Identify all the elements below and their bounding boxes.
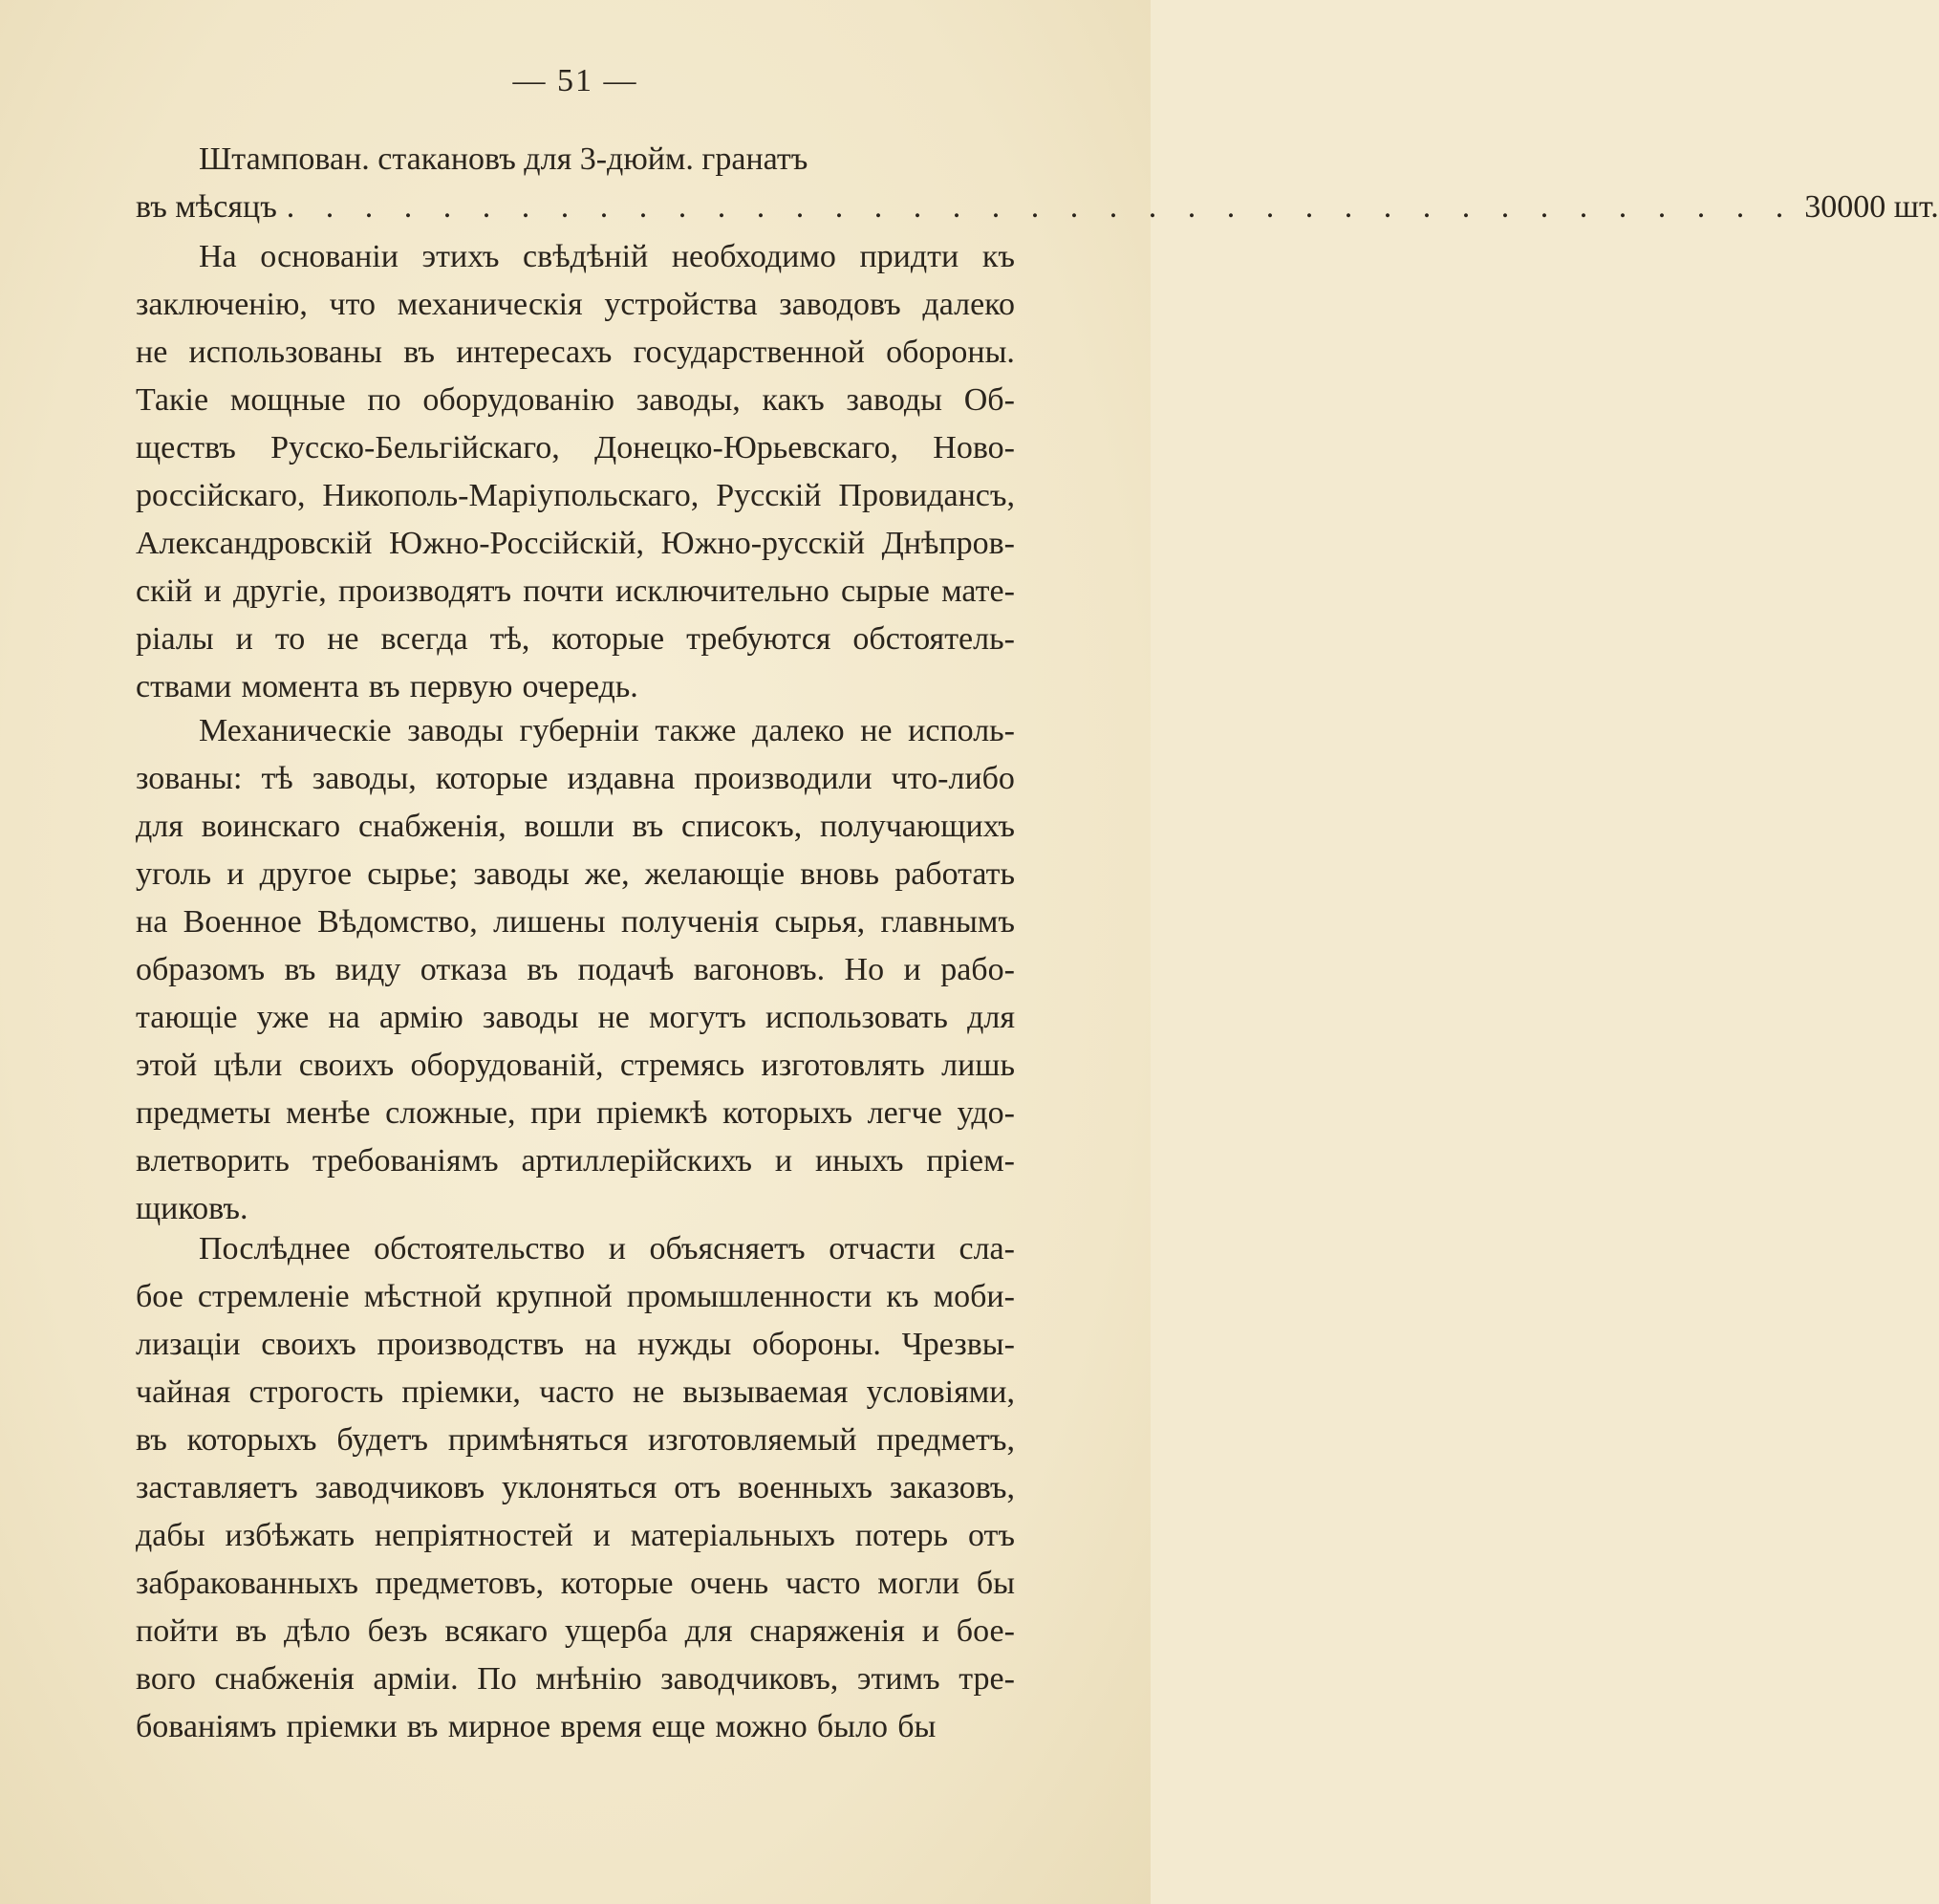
word: этихъ <box>421 239 500 274</box>
word: при <box>530 1095 582 1131</box>
text-line <box>136 755 1015 803</box>
word: тре- <box>959 1661 1015 1697</box>
word: снабженія <box>214 1661 355 1697</box>
word: для <box>684 1613 733 1649</box>
word: непріятностей <box>374 1518 573 1553</box>
word: Днѣпров- <box>881 526 1015 561</box>
word: почти <box>523 573 604 609</box>
word: полученія <box>620 904 760 940</box>
text-line <box>136 1560 1015 1608</box>
word: россійскаго, <box>136 478 306 513</box>
word: которые <box>560 1566 674 1601</box>
word: могли <box>877 1566 960 1601</box>
word: заставляетъ <box>136 1470 298 1505</box>
word: исполь- <box>908 713 1015 748</box>
text-line <box>136 707 1015 755</box>
word: списокъ, <box>681 809 803 844</box>
word: что-либо <box>891 761 1015 796</box>
word: предметъ, <box>876 1422 1015 1458</box>
word: которыхъ <box>186 1422 317 1458</box>
word: сла- <box>959 1231 1015 1266</box>
word: удо- <box>957 1095 1015 1131</box>
word: строгость <box>248 1374 384 1410</box>
word: основаніи <box>260 239 399 274</box>
word: уже <box>256 1000 310 1035</box>
word: пріемки, <box>401 1374 521 1410</box>
paragraph-3 <box>136 1225 1015 1751</box>
word: Русско-Бельгійскаго, <box>270 430 560 465</box>
text-line <box>136 1137 1015 1185</box>
word: и <box>204 573 222 609</box>
word: лизаціи <box>136 1327 241 1362</box>
word: на <box>136 904 168 940</box>
word: Провидансъ, <box>838 478 1015 513</box>
word: можно <box>715 1709 808 1744</box>
word: Чрезвы- <box>901 1327 1015 1362</box>
word: скій <box>136 573 193 609</box>
word: стремясь <box>619 1048 745 1083</box>
word: своихъ <box>261 1327 356 1362</box>
word: примѣняться <box>447 1422 629 1458</box>
word: армію <box>378 1000 463 1035</box>
word: которыхъ <box>722 1095 852 1131</box>
word: мате- <box>941 573 1015 609</box>
word: заводчиковъ, <box>660 1661 839 1697</box>
word: бое- <box>956 1613 1015 1649</box>
word: подачѣ <box>577 952 675 987</box>
word: не <box>136 335 168 370</box>
word: и <box>774 1143 793 1179</box>
text-line <box>136 1321 1015 1369</box>
word: на <box>328 1000 360 1035</box>
word: въ <box>235 1613 268 1649</box>
word: очень <box>690 1566 769 1601</box>
text-line <box>136 803 1015 851</box>
text-line <box>136 663 1015 711</box>
word: своихъ <box>298 1048 395 1083</box>
word: условіями, <box>866 1374 1015 1410</box>
word: момента <box>241 669 359 704</box>
word: въ <box>632 809 664 844</box>
word: заводы <box>482 1000 579 1035</box>
word: какъ <box>762 382 825 418</box>
text-line <box>136 616 1015 663</box>
word: обстоятель- <box>852 621 1015 657</box>
text-line <box>136 1417 1015 1464</box>
word: На <box>199 239 237 274</box>
word: далеко <box>752 713 845 748</box>
word: Об- <box>963 382 1015 418</box>
word: губерніи <box>519 713 639 748</box>
word: потерь <box>854 1518 949 1553</box>
word: заводы <box>846 382 942 418</box>
word: оборудованій, <box>410 1048 604 1083</box>
word: использовать <box>765 1000 948 1035</box>
text-line <box>136 329 1015 377</box>
word: отчасти <box>829 1231 936 1266</box>
word: могутъ <box>648 1000 746 1035</box>
word: Южно-русскій <box>660 526 865 561</box>
word: придти <box>859 239 959 274</box>
word: исключительно <box>615 573 829 609</box>
word: лишь <box>941 1048 1015 1083</box>
word: также <box>655 713 737 748</box>
word: и <box>903 952 921 987</box>
word: не <box>860 713 893 748</box>
word: бое <box>136 1279 183 1314</box>
word: далеко <box>922 287 1015 322</box>
word: въ <box>406 1709 439 1744</box>
word: было <box>816 1709 889 1744</box>
text-line <box>136 377 1015 424</box>
word: дабы <box>136 1518 205 1553</box>
item-block <box>136 136 1939 231</box>
text-line <box>136 281 1015 329</box>
word: государственной <box>633 335 865 370</box>
word: производили <box>694 761 873 796</box>
word: лишены <box>493 904 606 940</box>
text-line <box>136 233 1015 281</box>
word: необходимо <box>671 239 836 274</box>
word: тѣ, <box>489 621 530 657</box>
word: къ <box>886 1279 919 1314</box>
word: другіе, <box>232 573 327 609</box>
text-line <box>136 1090 1015 1137</box>
text-line <box>136 1042 1015 1090</box>
paragraph-2 <box>136 707 1015 1233</box>
text-line <box>136 851 1015 898</box>
word: уголь <box>136 856 212 892</box>
word: отъ <box>968 1518 1015 1553</box>
word: Но <box>844 952 885 987</box>
word: Никополь-Маріупольскаго, <box>322 478 700 513</box>
word: вызываемая <box>682 1374 849 1410</box>
word: тающіе <box>136 1000 238 1035</box>
word: не <box>632 1374 665 1410</box>
word: пріемкѣ <box>596 1095 708 1131</box>
word: и <box>235 621 253 657</box>
word: сырья, <box>774 904 866 940</box>
item-line-1 <box>136 136 1015 184</box>
word: часто <box>539 1374 614 1410</box>
word: заводчиковъ <box>314 1470 485 1505</box>
word: на <box>584 1327 617 1362</box>
word: заказовъ, <box>889 1470 1015 1505</box>
text-line <box>136 1464 1015 1512</box>
word: то <box>274 621 306 657</box>
word: бованіямъ <box>136 1709 277 1744</box>
word: свѣдѣній <box>523 239 649 274</box>
word: мнѣнію <box>535 1661 642 1697</box>
word: заводовъ <box>779 287 901 322</box>
word: отъ <box>674 1470 722 1505</box>
word: обороны. <box>752 1327 881 1362</box>
word: цѣли <box>213 1048 283 1083</box>
word: еще <box>651 1709 706 1744</box>
item-label: въ мѣсяцъ <box>136 189 277 225</box>
text-line <box>136 1655 1015 1703</box>
word: объясняетъ <box>649 1231 806 1266</box>
word: этимъ <box>856 1661 940 1697</box>
text-line <box>136 898 1015 946</box>
word: въ <box>368 669 400 704</box>
word: же, <box>585 856 630 892</box>
item-line-1-text: Штампован. стакановъ для 3-дюйм. гранатъ <box>199 141 808 177</box>
word: воинскаго <box>201 809 341 844</box>
word: Южно-Россійскій, <box>389 526 644 561</box>
page-number: — 51 — <box>512 63 638 98</box>
word: Русскій <box>716 478 822 513</box>
word: требованіямъ <box>312 1143 499 1179</box>
word: влетворить <box>136 1143 290 1179</box>
word: ществъ <box>136 430 236 465</box>
word: получающихъ <box>819 809 1015 844</box>
word: менѣе <box>286 1095 371 1131</box>
word: отказа <box>420 952 507 987</box>
word: всякаго <box>444 1613 549 1649</box>
word: безъ <box>367 1613 428 1649</box>
word: уклоняться <box>501 1470 657 1505</box>
word: арміи. <box>373 1661 459 1697</box>
word: забракованныхъ <box>136 1566 358 1601</box>
word: требуются <box>686 621 831 657</box>
word: главнымъ <box>880 904 1015 940</box>
word: производятъ <box>338 573 512 609</box>
word: бы <box>976 1566 1015 1601</box>
word: которые <box>551 621 665 657</box>
word: и <box>921 1613 939 1649</box>
text-line <box>136 1512 1015 1560</box>
word: издавна <box>567 761 676 796</box>
word: которые <box>435 761 549 796</box>
word: сырье; <box>367 856 459 892</box>
word: предметовъ, <box>375 1566 545 1601</box>
word: Послѣднее <box>199 1231 351 1266</box>
word: время <box>560 1709 642 1744</box>
leader-dots: . . . . . . . . . . . . . . . . . . . . . . . . . . . . . . . . . . . . . . . <box>286 189 1796 225</box>
word: снабженія, <box>357 809 506 844</box>
text-line <box>136 1608 1015 1655</box>
word: и <box>226 856 245 892</box>
word: нужды <box>636 1327 732 1362</box>
word: легче <box>867 1095 942 1131</box>
word: щиковъ. <box>136 1191 248 1226</box>
word: желающіе <box>644 856 786 892</box>
text-line <box>136 1273 1015 1321</box>
word: Александровскій <box>136 526 373 561</box>
paragraph-1 <box>136 233 1015 711</box>
word: ствами <box>136 669 232 704</box>
word: заводы <box>407 713 504 748</box>
word: по <box>367 382 401 418</box>
word: пріем- <box>926 1143 1015 1179</box>
word: ущерба <box>565 1613 668 1649</box>
word: обстоятельство <box>374 1231 586 1266</box>
word: изготовляемый <box>647 1422 857 1458</box>
word: виду <box>334 952 401 987</box>
word: Донецко-Юрьевскаго, <box>594 430 899 465</box>
word: мирное <box>447 1709 551 1744</box>
word: вошли <box>524 809 614 844</box>
word: въ <box>284 952 316 987</box>
text-line <box>136 994 1015 1042</box>
word: вагоновъ. <box>693 952 826 987</box>
word: этой <box>136 1048 198 1083</box>
word: устройства <box>604 287 758 322</box>
word: бы <box>897 1709 937 1744</box>
text-line <box>136 946 1015 994</box>
text-line <box>136 1225 1015 1273</box>
word: предметы <box>136 1095 271 1131</box>
word: мощные <box>229 382 346 418</box>
word: дѣло <box>284 1613 351 1649</box>
word: мѣстной <box>363 1279 483 1314</box>
word: и <box>592 1518 611 1553</box>
word: заводы, <box>312 761 417 796</box>
word: для <box>136 809 183 844</box>
word: По <box>477 1661 517 1697</box>
word: пойти <box>136 1613 219 1649</box>
word: иныхъ <box>814 1143 904 1179</box>
word: артиллерійскихъ <box>521 1143 752 1179</box>
word: пріемки <box>286 1709 398 1744</box>
word: чайная <box>136 1374 231 1410</box>
word: Военное <box>183 904 302 940</box>
word: въ <box>136 1422 167 1458</box>
word: вого <box>136 1661 196 1697</box>
word: производствъ <box>377 1327 565 1362</box>
word: военныхъ <box>738 1470 873 1505</box>
word: сложные, <box>385 1095 516 1131</box>
word: не <box>327 621 359 657</box>
text-line <box>136 1369 1015 1417</box>
word: стремленіе <box>197 1279 350 1314</box>
word: для <box>967 1000 1015 1035</box>
word: моби- <box>933 1279 1015 1314</box>
word: снаряженія <box>749 1613 905 1649</box>
word: Такіе <box>136 382 209 418</box>
item-line-2 <box>136 184 1939 231</box>
word: Вѣдомство, <box>317 904 478 940</box>
word: что <box>329 287 377 322</box>
word: Ново- <box>933 430 1015 465</box>
word: и <box>608 1231 626 1266</box>
text-line <box>136 1703 1015 1751</box>
word: использованы <box>188 335 382 370</box>
text-line <box>136 520 1015 568</box>
word: первую <box>409 669 513 704</box>
word: матеріальныхъ <box>630 1518 835 1553</box>
word: всегда <box>380 621 468 657</box>
word: образомъ <box>136 952 266 987</box>
word: интересахъ <box>456 335 613 370</box>
word: другое <box>259 856 353 892</box>
word: промышленности <box>626 1279 873 1314</box>
word: къ <box>981 239 1015 274</box>
word: заключенію, <box>136 287 308 322</box>
word: въ <box>403 335 435 370</box>
word: не <box>597 1000 630 1035</box>
word: будетъ <box>336 1422 429 1458</box>
word: ріалы <box>136 621 214 657</box>
word: зованы: <box>136 761 243 796</box>
word: изготовлять <box>761 1048 925 1083</box>
word: очередь. <box>522 669 638 704</box>
text-line <box>136 472 1015 520</box>
word: избѣжать <box>225 1518 355 1553</box>
word: заводы, <box>636 382 741 418</box>
word: механическія <box>397 287 583 322</box>
word: Механическіе <box>199 713 392 748</box>
text-line <box>136 424 1015 472</box>
word: оборудованію <box>422 382 615 418</box>
word: обороны. <box>886 335 1015 370</box>
word: рабо- <box>940 952 1015 987</box>
text-line <box>136 568 1015 616</box>
word: вновь <box>800 856 880 892</box>
item-value: 30000 шт. <box>1804 189 1939 225</box>
word: тѣ <box>261 761 293 796</box>
word: часто <box>785 1566 861 1601</box>
word: заводы <box>473 856 570 892</box>
word: работать <box>894 856 1015 892</box>
word: въ <box>527 952 559 987</box>
word: сырые <box>841 573 930 609</box>
word: крупной <box>496 1279 613 1314</box>
